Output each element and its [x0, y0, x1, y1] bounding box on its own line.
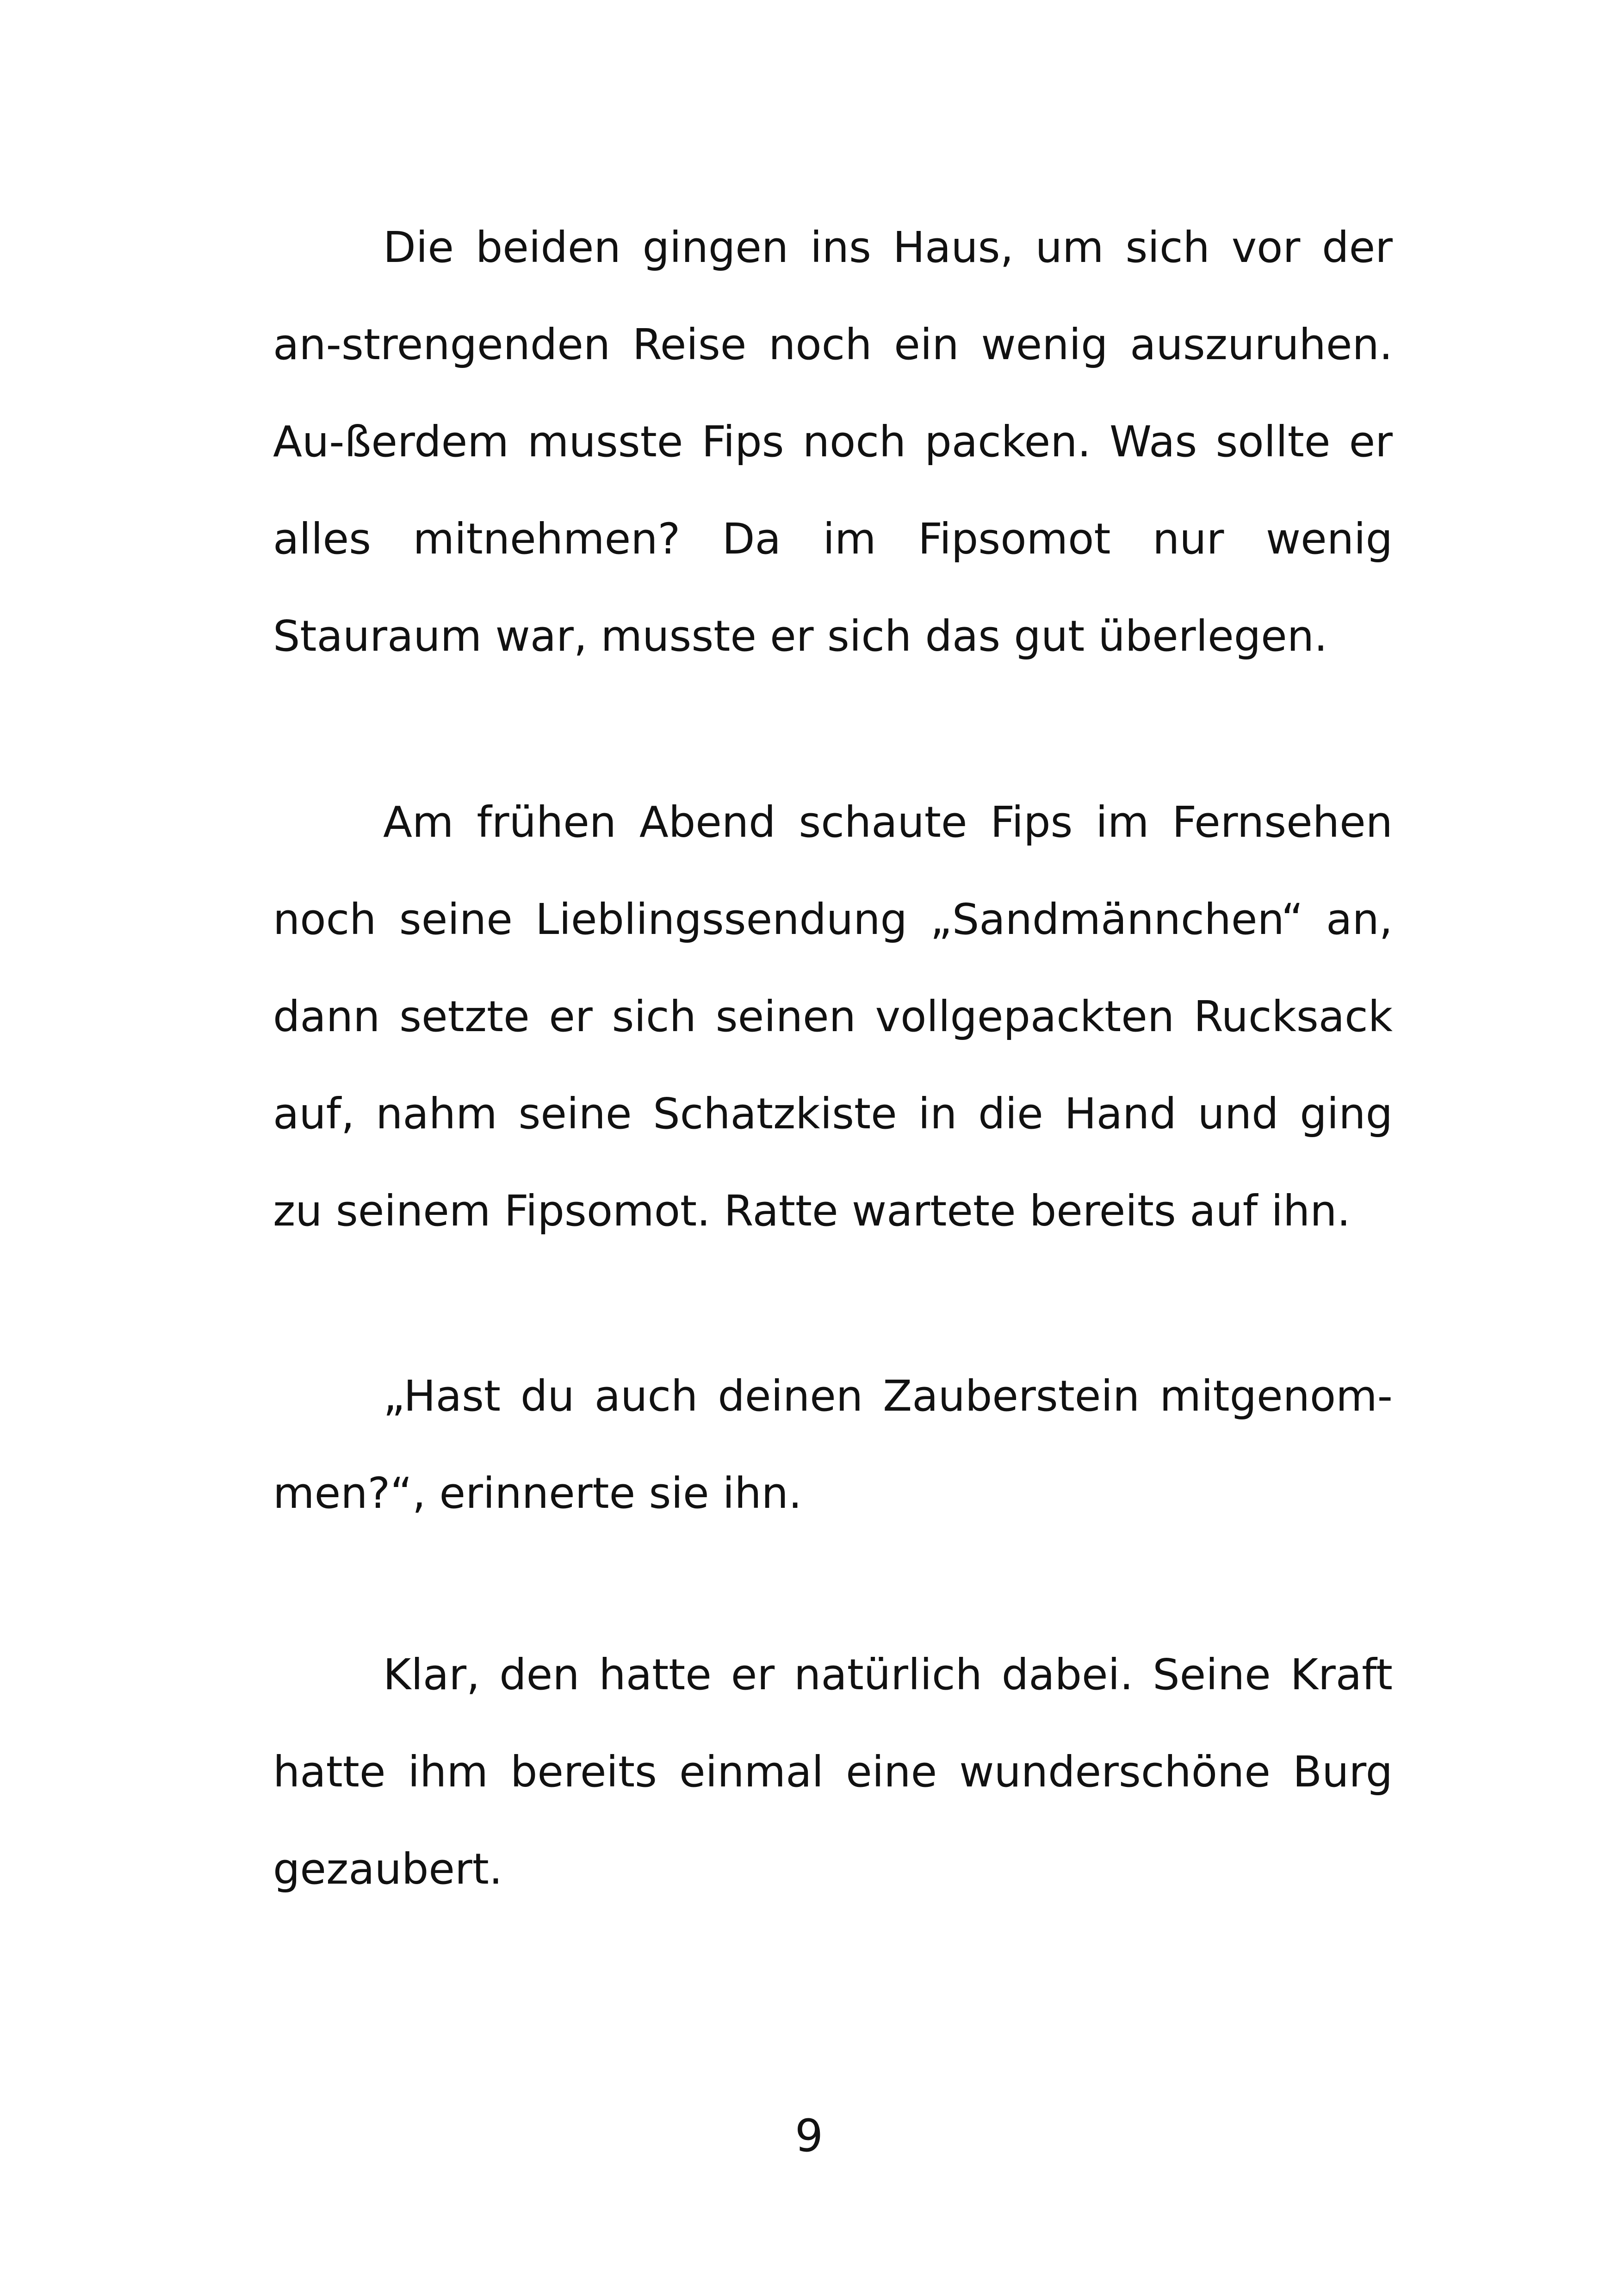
paragraph: Am frühen Abend schaute Fips im Fernsehen noch seine Lieblingssendung „Sandmännchen“ an, dann setzte er sich seinen vollgepackten Rucksack auf, nahm seine Schatzkiste in die Hand und ging zu seinem Fipsomot. Ratte wartete bereits auf ihn.: [273, 797, 1393, 1236]
page-number: 9: [794, 2110, 824, 2162]
paragraph: „Hast du auch deinen Zauberstein mitgenom-men?“, erinnerte sie ihn.: [273, 1371, 1393, 1518]
paragraph: Klar, den hatte er natürlich dabei. Seine Kraft hatte ihm bereits einmal eine wunderschöne Burg gezaubert.: [273, 1650, 1393, 1894]
page-body: [273, 199, 1393, 1918]
paragraph: Die beiden gingen ins Haus, um sich vor der an-strengenden Reise noch ein wenig auszuruhen. Au-ßerdem musste Fips noch packen. Was sollte er alles mitnehmen? Da im Fipsomot nur wenig Stauraum war, musste er sich das gut überlegen.: [273, 223, 1393, 661]
